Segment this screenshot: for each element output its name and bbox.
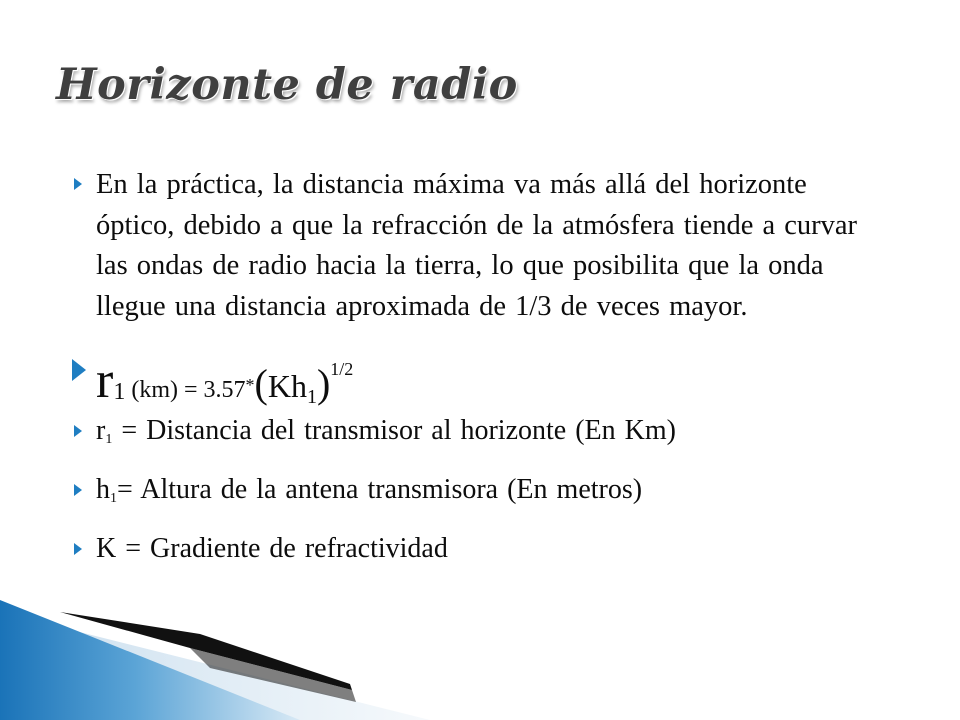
formula-term: Kh <box>267 368 307 404</box>
definition-symbol: r <box>96 415 106 446</box>
paragraph-text: En la práctica, la distancia máxima va más allá del horizonte óptico, debido a que la refracción de la atmósfera tiende a curvar las ondas de radio hacia la tierra, lo que posibilita que la onda llegue una distancia aproximada de 1/3 de veces mayor. <box>96 169 858 322</box>
formula-operator: * <box>245 375 255 395</box>
formula-exponent: 1/2 <box>330 359 354 379</box>
bullet-list <box>70 165 890 567</box>
bullet-paragraph <box>70 165 890 327</box>
triangle-bullet-icon <box>74 178 82 190</box>
definition-symbol: h <box>96 474 110 505</box>
formula-unit: (km) = 3.57 <box>125 377 246 403</box>
triangle-bullet-icon <box>74 543 82 555</box>
formula-term-subscript: 1 <box>306 386 317 408</box>
triangle-bullet-icon <box>74 425 82 437</box>
triangle-bullet-icon <box>74 484 82 496</box>
definition-subscript: 1 <box>110 491 117 506</box>
definition-text: = Altura de la antena transmisora (En metros) <box>117 474 643 505</box>
formula-close-paren: ) <box>316 361 331 406</box>
definition-text: = Distancia del transmisor al horizonte (En Km) <box>112 415 676 446</box>
formula-symbol: r <box>96 352 114 409</box>
triangle-bullet-icon <box>72 359 86 381</box>
formula-open-paren: ( <box>254 361 268 406</box>
definition-h1 <box>70 472 890 517</box>
definition-r1 <box>70 413 890 458</box>
bullet-formula <box>70 341 890 409</box>
formula-subscript: 1 <box>113 379 126 405</box>
definition-subscript: 1 <box>105 432 113 447</box>
definition-k <box>70 531 890 567</box>
definition-symbol: K <box>96 533 117 564</box>
definition-text: = Gradiente de refractividad <box>116 533 448 564</box>
slide-title: Horizonte de radio <box>56 60 518 110</box>
